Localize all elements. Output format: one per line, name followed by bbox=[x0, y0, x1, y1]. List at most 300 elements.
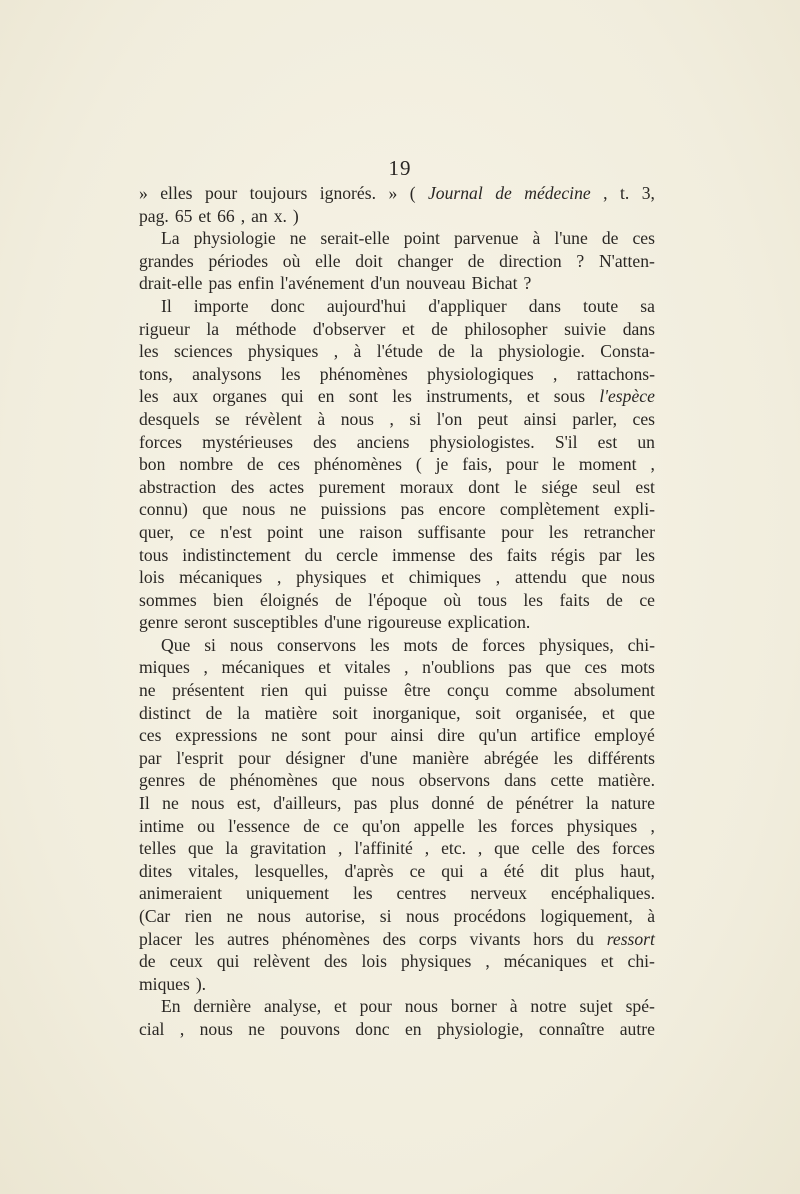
word: observons bbox=[418, 770, 491, 791]
word: et bbox=[381, 567, 394, 588]
word: ces bbox=[139, 725, 162, 746]
word: dire bbox=[437, 725, 465, 746]
word: mots bbox=[403, 634, 438, 655]
word: être bbox=[404, 680, 431, 701]
word: si bbox=[379, 906, 392, 926]
text-line bbox=[139, 679, 655, 702]
word: telles bbox=[139, 838, 177, 859]
text-line bbox=[139, 566, 655, 589]
word: et bbox=[198, 205, 212, 226]
word: expressions bbox=[175, 725, 258, 746]
word: encéphaliques. bbox=[550, 883, 655, 904]
word: pag. bbox=[139, 205, 169, 226]
word: Journal bbox=[428, 183, 483, 203]
word: et bbox=[401, 318, 415, 339]
text-line bbox=[139, 498, 655, 521]
word: sa bbox=[640, 295, 655, 316]
text-line bbox=[139, 815, 655, 838]
word: N'atten- bbox=[598, 250, 655, 271]
word: les bbox=[194, 928, 215, 949]
word: autorise, bbox=[305, 906, 366, 926]
word: nous bbox=[199, 1018, 233, 1039]
word: d'une bbox=[360, 747, 398, 768]
word: où bbox=[282, 250, 301, 271]
word: moraux bbox=[399, 476, 454, 497]
word: que bbox=[581, 567, 607, 588]
word: doit bbox=[355, 250, 383, 271]
word: employé bbox=[594, 725, 655, 746]
word: en bbox=[317, 386, 335, 407]
text-line bbox=[139, 1018, 655, 1041]
word: artifice bbox=[530, 725, 581, 746]
word: de bbox=[247, 454, 264, 475]
text-line bbox=[139, 295, 655, 318]
word: l'étude bbox=[376, 341, 423, 362]
word: les bbox=[523, 589, 543, 610]
word: S'il bbox=[554, 431, 578, 452]
word: chi- bbox=[627, 634, 655, 655]
text-line bbox=[139, 724, 655, 747]
word: des bbox=[313, 431, 337, 452]
word: anciens bbox=[356, 431, 410, 452]
word: enfin bbox=[237, 273, 275, 294]
word: qui bbox=[304, 680, 328, 701]
word: Il bbox=[139, 793, 150, 814]
word: nous bbox=[371, 770, 405, 791]
word: l'affinité bbox=[354, 838, 413, 859]
word: pour bbox=[506, 454, 539, 475]
word: actes bbox=[268, 476, 305, 497]
word: instruments, bbox=[426, 386, 513, 407]
word: de bbox=[205, 702, 223, 723]
word: cette bbox=[550, 770, 584, 791]
word: l'on bbox=[436, 408, 463, 429]
word: différents bbox=[587, 747, 655, 768]
word: ces bbox=[584, 657, 607, 678]
word: le bbox=[514, 476, 527, 497]
word: connaître bbox=[538, 1018, 605, 1039]
word: dans bbox=[528, 295, 561, 316]
word: abrégée bbox=[483, 747, 539, 768]
text-line bbox=[139, 702, 655, 725]
word: que bbox=[331, 770, 358, 791]
word: lesquelles, bbox=[254, 860, 329, 881]
text-line bbox=[139, 318, 655, 341]
word: sont bbox=[348, 386, 379, 407]
word: siége bbox=[541, 476, 578, 497]
word: se bbox=[215, 408, 230, 429]
word: pénétrer bbox=[515, 793, 574, 814]
text-line bbox=[139, 634, 655, 657]
word: encore bbox=[438, 499, 486, 520]
word: bien bbox=[213, 589, 244, 610]
word: de bbox=[601, 228, 619, 249]
word: tons, bbox=[139, 363, 173, 384]
word: ( bbox=[415, 454, 422, 475]
word: mystérieuses bbox=[202, 431, 293, 452]
word: les bbox=[280, 363, 301, 384]
word: faits bbox=[506, 544, 538, 565]
text-line bbox=[139, 928, 655, 951]
word: ce bbox=[639, 589, 655, 610]
text-line bbox=[139, 995, 655, 1018]
word: autre bbox=[619, 1018, 655, 1039]
word: organisée, bbox=[515, 702, 588, 723]
word: ). bbox=[195, 973, 207, 994]
word: elle bbox=[315, 250, 341, 271]
word: ou bbox=[197, 815, 215, 836]
word: vitales bbox=[344, 657, 391, 678]
word: philosopher bbox=[464, 318, 548, 339]
text-line bbox=[139, 747, 655, 770]
word: ainsi bbox=[390, 725, 424, 746]
word: En bbox=[161, 996, 181, 1017]
word: donné bbox=[431, 793, 475, 814]
word: 3, bbox=[641, 183, 655, 203]
word: (Car bbox=[139, 906, 171, 926]
text-line bbox=[139, 905, 655, 928]
text-line bbox=[139, 589, 655, 612]
word: parvenue bbox=[453, 228, 519, 249]
word: analysons bbox=[192, 363, 262, 384]
word: mécaniques bbox=[221, 657, 305, 678]
word: ne bbox=[271, 725, 288, 746]
word: ne bbox=[226, 906, 244, 926]
word: des bbox=[382, 928, 407, 949]
word: conçu bbox=[447, 680, 490, 701]
text-line bbox=[139, 521, 655, 544]
word: relèvent bbox=[253, 951, 311, 972]
word: ne bbox=[289, 499, 307, 520]
word: je bbox=[435, 454, 449, 475]
word: ces bbox=[632, 228, 655, 249]
word: les bbox=[370, 634, 390, 655]
word: pour bbox=[238, 747, 271, 768]
word: aujourd'hui bbox=[326, 295, 407, 316]
word: la bbox=[470, 341, 483, 362]
word: » bbox=[388, 183, 398, 203]
word: d'après bbox=[344, 860, 394, 881]
word: ressort bbox=[606, 928, 655, 949]
word: phénomènes bbox=[281, 928, 370, 949]
word: retrancher bbox=[583, 521, 655, 542]
word: que bbox=[494, 838, 520, 859]
word: est bbox=[597, 431, 618, 452]
word: que bbox=[202, 499, 228, 520]
text-line bbox=[139, 476, 655, 499]
word: immense bbox=[391, 544, 456, 565]
word: distinct bbox=[139, 702, 191, 723]
word: peut bbox=[477, 408, 509, 429]
word: nouveau bbox=[405, 273, 466, 294]
text-line bbox=[139, 227, 655, 250]
word: celle bbox=[531, 838, 565, 859]
word: nous bbox=[404, 996, 438, 1017]
text-line bbox=[139, 973, 655, 996]
word: miques bbox=[139, 657, 190, 678]
word: dites bbox=[139, 860, 173, 881]
word: point bbox=[403, 228, 440, 249]
word: forces bbox=[139, 431, 182, 452]
word: x. bbox=[273, 205, 287, 226]
word: t. bbox=[620, 183, 630, 203]
word: , bbox=[603, 183, 608, 203]
word: à bbox=[647, 906, 655, 926]
word: explication. bbox=[447, 612, 531, 633]
word: de bbox=[431, 318, 448, 339]
text-line bbox=[139, 385, 655, 408]
word: absolument bbox=[573, 680, 655, 701]
word: Il bbox=[161, 295, 172, 316]
word: qui bbox=[441, 860, 464, 881]
page-number: 19 bbox=[388, 156, 412, 180]
word: aux bbox=[172, 386, 199, 407]
text-line bbox=[139, 408, 655, 431]
word: les bbox=[477, 815, 498, 836]
word: tous bbox=[477, 589, 507, 610]
word: l'espèce bbox=[599, 386, 655, 407]
word: pas bbox=[208, 273, 232, 294]
word: à bbox=[317, 408, 326, 429]
word: ne bbox=[289, 228, 307, 249]
word: ? bbox=[523, 273, 532, 294]
word: ne bbox=[139, 680, 156, 701]
word: , bbox=[424, 838, 430, 859]
word: seront bbox=[184, 612, 228, 633]
word: , bbox=[333, 341, 339, 362]
word: de bbox=[606, 589, 623, 610]
word: Bichat bbox=[471, 273, 518, 294]
text-line bbox=[139, 340, 655, 363]
word: est, bbox=[236, 793, 261, 814]
word: d'ailleurs, bbox=[273, 793, 342, 814]
word: si bbox=[409, 408, 422, 429]
word: puisse bbox=[343, 680, 388, 701]
word: que bbox=[629, 702, 655, 723]
word: grandes bbox=[139, 250, 194, 271]
word: quer, bbox=[139, 521, 174, 542]
word: en bbox=[404, 1018, 422, 1039]
word: , bbox=[240, 205, 246, 226]
word: , bbox=[485, 951, 490, 972]
word: nous bbox=[242, 499, 276, 520]
word: un bbox=[637, 431, 655, 452]
word: elles bbox=[160, 183, 193, 203]
word: mécaniques bbox=[179, 567, 263, 588]
word: phénomènes bbox=[313, 454, 402, 475]
word: physiques bbox=[400, 951, 472, 972]
word: à bbox=[353, 341, 362, 362]
word: dont bbox=[468, 476, 500, 497]
word: placer bbox=[139, 928, 182, 949]
text-line bbox=[139, 363, 655, 386]
word: que bbox=[545, 657, 571, 678]
word: les bbox=[392, 386, 412, 407]
word: suffisante bbox=[417, 521, 486, 542]
word: Que bbox=[161, 634, 191, 655]
word: révèlent bbox=[245, 408, 302, 429]
word: nous bbox=[257, 906, 291, 926]
word: rien bbox=[184, 906, 213, 926]
word: , bbox=[553, 363, 558, 384]
text-line bbox=[139, 611, 655, 634]
word: plus bbox=[574, 860, 605, 881]
word: de bbox=[451, 634, 469, 655]
word: puissions bbox=[320, 499, 387, 520]
word: régis bbox=[550, 544, 586, 565]
word: phénomènes bbox=[229, 770, 318, 791]
word: de bbox=[438, 341, 455, 362]
word: toute bbox=[583, 295, 619, 316]
word: par bbox=[139, 747, 162, 768]
word: ce bbox=[409, 860, 426, 881]
word: de bbox=[335, 589, 352, 610]
word: nature bbox=[610, 793, 655, 814]
word: nous bbox=[621, 567, 655, 588]
word: présentent bbox=[172, 680, 245, 701]
word: manière bbox=[412, 747, 469, 768]
word: uniquement bbox=[246, 883, 330, 904]
word: pour bbox=[359, 996, 392, 1017]
word: fais, bbox=[462, 454, 493, 475]
word: parler, bbox=[572, 408, 618, 429]
word: médecine bbox=[524, 183, 591, 203]
word: les bbox=[548, 521, 569, 542]
word: , bbox=[389, 408, 394, 429]
word: physiologistes. bbox=[429, 431, 535, 452]
word: vitales, bbox=[188, 860, 239, 881]
word: logiquement, bbox=[540, 906, 633, 926]
word: animeraient bbox=[139, 883, 223, 904]
word: , bbox=[650, 815, 655, 836]
word: attendu bbox=[514, 567, 567, 588]
word: l'essence bbox=[228, 815, 290, 836]
word: dernière bbox=[193, 996, 252, 1017]
word: rattachons- bbox=[576, 363, 655, 384]
word: qui bbox=[281, 386, 304, 407]
word: centres bbox=[396, 883, 447, 904]
word: qu'on bbox=[362, 815, 401, 836]
word: pour bbox=[344, 725, 377, 746]
word: ainsi bbox=[523, 408, 557, 429]
word: bon bbox=[139, 454, 166, 475]
word: nous bbox=[340, 408, 374, 429]
word: lois bbox=[361, 951, 387, 972]
word: ceux bbox=[169, 951, 203, 972]
word: de bbox=[139, 951, 156, 972]
word: physiques bbox=[247, 341, 319, 362]
word: des bbox=[469, 544, 493, 565]
word: soit bbox=[332, 702, 358, 723]
word: des bbox=[576, 838, 600, 859]
word: suivie bbox=[564, 318, 607, 339]
word: indistinctement bbox=[182, 544, 291, 565]
word: tous bbox=[139, 544, 169, 565]
word: haut, bbox=[620, 860, 655, 881]
text-line bbox=[139, 182, 655, 205]
word: soit bbox=[475, 702, 501, 723]
word: périodes bbox=[208, 250, 269, 271]
word: pas bbox=[400, 499, 425, 520]
word: Consta- bbox=[600, 341, 655, 362]
word: de bbox=[486, 793, 504, 814]
word: ce bbox=[333, 815, 349, 836]
word: mécaniques bbox=[503, 951, 587, 972]
text-line bbox=[139, 272, 655, 295]
word: cial bbox=[139, 1018, 165, 1039]
word: ne bbox=[162, 793, 179, 814]
word: l'avénement bbox=[280, 273, 365, 294]
word: à bbox=[509, 996, 518, 1017]
text-line bbox=[139, 769, 655, 792]
word: expli- bbox=[613, 499, 655, 520]
word: forces bbox=[482, 634, 526, 655]
word: physiologiques bbox=[427, 363, 534, 384]
word: nous bbox=[405, 906, 440, 926]
word: n'oublions bbox=[422, 657, 495, 678]
word: , bbox=[477, 838, 483, 859]
word: physiologie, bbox=[436, 1018, 524, 1039]
word: susceptibles bbox=[233, 612, 319, 633]
word: chi- bbox=[627, 951, 655, 972]
word: miques bbox=[139, 973, 190, 994]
word: désigner bbox=[285, 747, 346, 768]
word: mots bbox=[620, 657, 655, 678]
word: lois bbox=[139, 567, 165, 588]
word: gravitation bbox=[249, 838, 327, 859]
word: ces bbox=[277, 454, 301, 475]
word: été bbox=[503, 860, 525, 881]
word: le bbox=[552, 454, 565, 475]
word: appelle bbox=[413, 815, 465, 836]
word: où bbox=[443, 589, 462, 610]
word: connu) bbox=[139, 499, 188, 520]
word: plus bbox=[389, 793, 419, 814]
word: 66 bbox=[217, 205, 235, 226]
word: importe bbox=[193, 295, 249, 316]
word: méthode bbox=[235, 318, 297, 339]
text-line bbox=[139, 860, 655, 883]
word: l'époque bbox=[368, 589, 428, 610]
word: d'un bbox=[370, 273, 400, 294]
word: forces bbox=[510, 815, 554, 836]
word: , bbox=[404, 657, 409, 678]
word: conservons bbox=[276, 634, 357, 655]
word: nerveux bbox=[470, 883, 527, 904]
word: la bbox=[237, 702, 250, 723]
word: physiques bbox=[566, 815, 638, 836]
word: comme bbox=[505, 680, 558, 701]
word: du bbox=[576, 928, 594, 949]
word: ce bbox=[189, 521, 205, 542]
word: pour bbox=[204, 183, 238, 203]
word: organes bbox=[212, 386, 267, 407]
word: procédons bbox=[453, 906, 526, 926]
word: une bbox=[318, 521, 345, 542]
text-line bbox=[139, 453, 655, 476]
word: que bbox=[188, 838, 214, 859]
word: et bbox=[334, 996, 347, 1017]
word: dans bbox=[504, 770, 537, 791]
word: an bbox=[251, 205, 268, 226]
word: chimiques bbox=[408, 567, 482, 588]
word: matière. bbox=[597, 770, 655, 791]
word: d'une bbox=[324, 612, 362, 633]
word: donc bbox=[270, 295, 305, 316]
word: ( bbox=[409, 183, 416, 203]
word: abstraction bbox=[139, 476, 217, 497]
word: ? bbox=[576, 250, 585, 271]
